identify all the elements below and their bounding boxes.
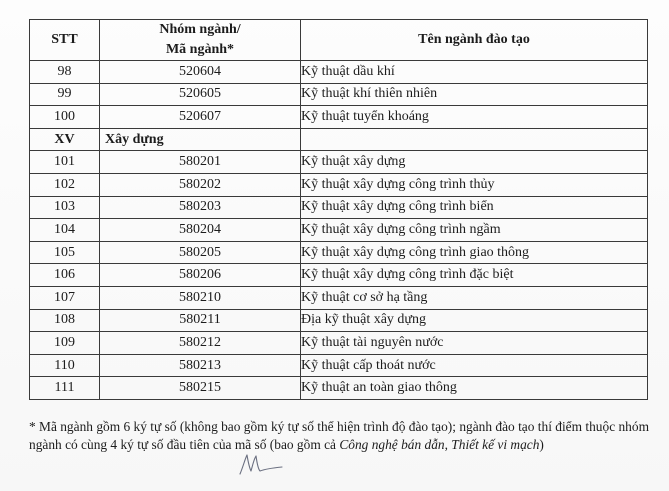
row-code: 580203 [100, 196, 301, 219]
row-code: 580211 [100, 309, 301, 332]
group-row [30, 128, 648, 151]
row-stt: 103 [30, 196, 100, 219]
row-code: 580210 [100, 286, 301, 309]
table-row [30, 377, 648, 400]
footnote-close: ) [539, 436, 544, 452]
row-stt: 99 [30, 83, 100, 106]
footnote-text: * Mã ngành gồm 6 ký tự số (không bao gồm ký tự số thể hiện trình độ đào tạo); ngành đào tạo thí điểm thuộc nhóm ngành có cùng 4 ký tự số đầu tiên của mã số (bao gồm cả [29, 419, 649, 452]
row-stt: 102 [30, 173, 100, 196]
table-row [30, 173, 648, 196]
row-name: Kỹ thuật khí thiên nhiên [301, 83, 648, 106]
row-stt: 105 [30, 241, 100, 264]
row-name: Kỹ thuật xây dựng công trình thủy [301, 173, 648, 196]
row-stt: 110 [30, 354, 100, 377]
header-name: Tên ngành đào tạo [301, 20, 648, 61]
header-code-line2: Mã ngành* [165, 42, 235, 57]
row-stt: 100 [30, 106, 100, 129]
table-row [30, 354, 648, 377]
row-name: Kỹ thuật xây dựng công trình ngầm [301, 219, 648, 242]
footnote-italic-term-1: Công nghệ bán dẫn [339, 436, 445, 452]
row-code: 580206 [100, 264, 301, 287]
row-name: Kỹ thuật tài nguyên nước [301, 332, 648, 355]
table-row [30, 332, 648, 355]
row-name: Kỹ thuật xây dựng công trình biển [301, 196, 648, 219]
row-stt: 98 [30, 61, 100, 84]
table-row [30, 106, 648, 129]
row-stt: 111 [30, 377, 100, 400]
row-stt: 101 [30, 151, 100, 174]
row-name: Kỹ thuật xây dựng [301, 151, 648, 174]
majors-table [29, 19, 648, 400]
footnote [29, 418, 651, 453]
row-code: 580202 [100, 173, 301, 196]
table-row [30, 83, 648, 106]
table-row [30, 241, 648, 264]
group-title: Xây dựng [100, 128, 301, 151]
table-body [30, 61, 648, 400]
signature-scribble [238, 452, 284, 478]
row-code: 580201 [100, 151, 301, 174]
row-name: Kỹ thuật cấp thoát nước [301, 354, 648, 377]
row-name: Địa kỹ thuật xây dựng [301, 309, 648, 332]
row-stt: 108 [30, 309, 100, 332]
header-row [30, 20, 648, 61]
row-name: Kỹ thuật tuyển khoáng [301, 106, 648, 129]
row-name: Kỹ thuật an toàn giao thông [301, 377, 648, 400]
header-code-line1: Nhóm ngành/ [159, 22, 241, 37]
signature-stroke [240, 455, 282, 474]
row-code: 520604 [100, 61, 301, 84]
group-stt: XV [30, 128, 100, 151]
table-row [30, 264, 648, 287]
row-code: 580212 [100, 332, 301, 355]
row-name: Kỹ thuật xây dựng công trình đặc biệt [301, 264, 648, 287]
row-name: Kỹ thuật cơ sở hạ tầng [301, 286, 648, 309]
table-row [30, 196, 648, 219]
row-code: 580213 [100, 354, 301, 377]
row-name: Kỹ thuật xây dựng công trình giao thông [301, 241, 648, 264]
table-header [30, 20, 648, 61]
footnote-italic-term-2: Thiết kế vi mạch [451, 436, 540, 452]
row-code: 520605 [100, 83, 301, 106]
table-row [30, 286, 648, 309]
row-stt: 104 [30, 219, 100, 242]
footnote-separator: , [444, 436, 452, 452]
table-row [30, 61, 648, 84]
row-stt: 109 [30, 332, 100, 355]
header-stt: STT [30, 20, 100, 61]
table-row [30, 309, 648, 332]
row-code: 520607 [100, 106, 301, 129]
row-code: 580204 [100, 219, 301, 242]
header-code [100, 20, 301, 61]
row-stt: 107 [30, 286, 100, 309]
group-empty-cell [301, 128, 648, 151]
table-row [30, 151, 648, 174]
row-code: 580215 [100, 377, 301, 400]
row-code: 580205 [100, 241, 301, 264]
row-stt: 106 [30, 264, 100, 287]
signature-initials [238, 452, 284, 483]
row-name: Kỹ thuật dầu khí [301, 61, 648, 84]
table-row [30, 219, 648, 242]
